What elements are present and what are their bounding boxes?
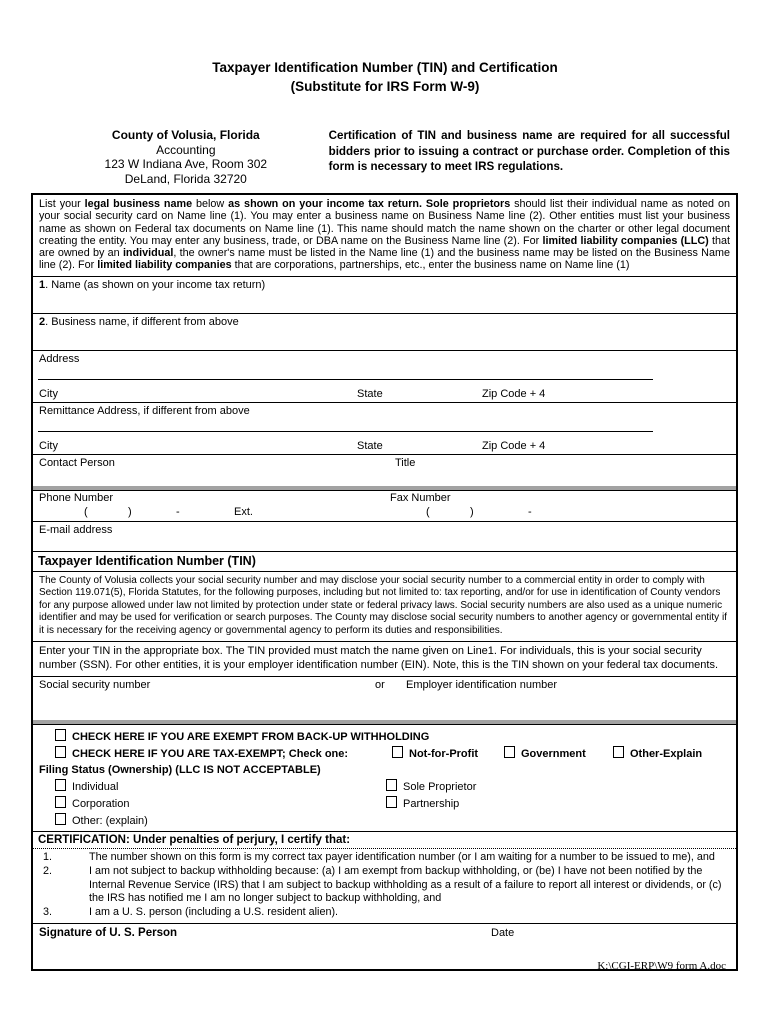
contact-person-label: Contact Person (39, 456, 115, 469)
form-title-line2: (Substitute for IRS Form W-9) (290, 79, 480, 94)
remittance-state-label: State (357, 439, 383, 452)
certification-item-text: The number shown on this form is my correct tax payer identification number (or I am waiting for a number to be issued to me), and (89, 851, 715, 864)
intro-paragraph: List your legal business name below as shown on your income tax return. Sole proprietors should list their individual name as noted on your social security card on Name line (1). You may enter a business name on Business Name line (2). Other entities must list your business name as shown on Federal tax documents on Name line (1). This name should match the name shown on the charter or other legal document creating the entity. You may enter any business, trade, or DBA name on the Business Name line (2). For limited liability companies (LLC) that are owned by an individual, the owner's name must be listed in the Name line (1) and the business name may be listed on the Business Name line (2). For limited liability companies that are corporations, partnerships, etc., enter the business name on Name line (1) (39, 198, 730, 272)
enter-tin-paragraph: Enter your TIN in the appropriate box. The TIN provided must match the name given on Line1. For individuals, this is your social security number (SSN). For other entities, it is your employer identification number (EIN). Note, this is the TIN shown on your federal tax documents. (33, 641, 736, 676)
name-field-label: . Name (as shown on your income tax return) (45, 278, 266, 291)
certification-item (33, 851, 728, 865)
government-checkbox[interactable] (504, 746, 515, 758)
government-label: Government (521, 748, 586, 761)
other-label: Other: (explain) (72, 815, 148, 828)
fax-paren-close: ) (470, 505, 474, 518)
name-field-row[interactable] (33, 276, 736, 313)
business-field-label: . Business name, if different from above (45, 315, 239, 328)
org-dept: Accounting (156, 142, 216, 157)
business-name-field-row[interactable] (33, 313, 736, 350)
government-option (504, 746, 586, 761)
corporation-label: Corporation (72, 798, 130, 811)
exempt-backup-line (33, 728, 736, 745)
not-for-profit-checkbox[interactable] (392, 746, 403, 758)
form-title-line1: Taxpayer Identification Number (TIN) and Certification (212, 60, 558, 75)
other-checkbox[interactable] (55, 813, 66, 825)
phone-number-label: Phone Number (39, 491, 113, 504)
document-file-path: K:\CGI-ERP\W9 form A.doc (597, 960, 726, 972)
org-street: 123 W Indiana Ave, Room 302 (104, 157, 268, 171)
fax-dash: - (528, 505, 532, 518)
business-field-number: 2 (39, 315, 46, 328)
individual-line (33, 778, 736, 795)
certification-item-number: 2. (43, 865, 53, 878)
form-title (0, 58, 770, 96)
tax-exempt-label: CHECK HERE IF YOU ARE TAX-EXEMPT; Check one: (72, 748, 349, 761)
address-label: Address (39, 352, 80, 365)
ssn-ein-row[interactable] (33, 676, 736, 720)
other-explain-option (613, 746, 702, 761)
email-label: E-mail address (39, 523, 113, 536)
corporation-checkbox[interactable] (55, 796, 66, 808)
remittance-zip-label: Zip Code + 4 (482, 439, 546, 452)
email-field-row[interactable] (33, 521, 736, 551)
remittance-city-label: City (39, 439, 58, 452)
sole-proprietor-option (386, 779, 476, 794)
or-label: or (375, 679, 385, 692)
exempt-backup-label: CHECK HERE IF YOU ARE EXEMPT FROM BACK-UP WITHHOLDING (72, 731, 430, 744)
exempt-backup-checkbox[interactable] (55, 729, 66, 741)
not-for-profit-option (392, 746, 478, 761)
zip-label: Zip Code + 4 (482, 387, 546, 400)
certification-item (33, 906, 728, 920)
checkbox-section (33, 724, 736, 831)
certification-item-number: 3. (43, 905, 53, 918)
address-field-row[interactable] (33, 350, 736, 402)
phone-paren-open: ( (84, 505, 88, 518)
sole-proprietor-checkbox[interactable] (386, 779, 397, 791)
certification-item-text: I am a U. S. person (including a U.S. resident alien). (89, 905, 339, 918)
certification-item (33, 865, 728, 906)
corporation-line (33, 795, 736, 812)
contact-person-row[interactable] (33, 454, 736, 486)
certification-notice: Certification of TIN and business name are required for all successful bidders prior to issuing a contract or purchase order. Completion of this form is necessary to meet IRS regulations. (328, 129, 730, 173)
other-explain-label: Other-Explain (630, 748, 703, 761)
partnership-checkbox[interactable] (386, 796, 397, 808)
signature-label: Signature of U. S. Person (39, 927, 178, 940)
ssn-privacy-paragraph: The County of Volusia collects your social security number and may disclose your social security number to a commercial entity in order to comply with Section 119.071(5), Florida Statutes, for the following purposes, including but not limited to: tax reporting, and/or for use in identification of County vendors for any purpose allowed under law not limited by protection under state or federal privacy laws. Social security numbers are also used as a unique numeric identifier and may be used for verification or search purposes. The County may disclose social security numbers to another agency or governmental entity if it is necessary for the receiving agency or governmental agency to perform its duties and responsibilities. (33, 571, 736, 642)
remittance-address-field-row[interactable] (33, 402, 736, 454)
individual-checkbox[interactable] (55, 779, 66, 791)
fax-number-label: Fax Number (390, 491, 451, 504)
org-name: County of Volusia, Florida (111, 128, 260, 142)
certification-item-number: 1. (43, 851, 53, 864)
individual-label: Individual (72, 781, 119, 794)
other-explain-checkbox[interactable] (613, 746, 624, 758)
fax-paren-open: ( (426, 505, 430, 518)
tin-section-header: Taxpayer Identification Number (TIN) (33, 551, 736, 571)
phone-ext-label: Ext. (234, 505, 253, 518)
phone-fax-row[interactable] (33, 490, 736, 521)
title-label: Title (395, 456, 416, 469)
address-write-line[interactable] (38, 378, 653, 380)
form-table (31, 193, 738, 971)
certification-heading: CERTIFICATION: Under penalties of perjury, I certify that: (33, 831, 736, 848)
partnership-option (386, 796, 459, 811)
phone-paren-close: ) (128, 505, 132, 518)
partnership-label: Partnership (403, 798, 460, 811)
other-line (33, 812, 736, 829)
remittance-write-line[interactable] (38, 430, 653, 432)
state-label: State (357, 387, 383, 400)
sole-proprietor-label: Sole Proprietor (403, 781, 477, 794)
name-field-number: 1 (39, 278, 46, 291)
ein-label: Employer identification number (406, 679, 558, 692)
certification-list (33, 848, 736, 923)
remittance-address-label: Remittance Address, if different from above (39, 404, 250, 417)
form-header (85, 128, 730, 186)
tax-exempt-line (33, 745, 736, 762)
tax-exempt-checkbox[interactable] (55, 746, 66, 758)
city-label: City (39, 387, 58, 400)
not-for-profit-label: Not-for-Profit (409, 748, 479, 761)
date-label: Date (491, 927, 515, 940)
filing-status-heading: Filing Status (Ownership) (LLC IS NOT ACCEPTABLE) (39, 764, 321, 777)
certification-item-text: I am not subject to backup withholding because: (a) I am exempt from backup withholding, or (be) I have not been notified by the Internal Revenue Service (IRS) that I am subject to backup withholding as a result of a failure to report all interest or dividends, or (c) the IRS has notified me I am no longer subject to backup withholding, and (89, 865, 722, 905)
phone-dash: - (176, 505, 180, 518)
ssn-label: Social security number (39, 679, 151, 692)
org-city: DeLand, Florida 32720 (124, 171, 247, 186)
org-address-block (85, 128, 287, 186)
